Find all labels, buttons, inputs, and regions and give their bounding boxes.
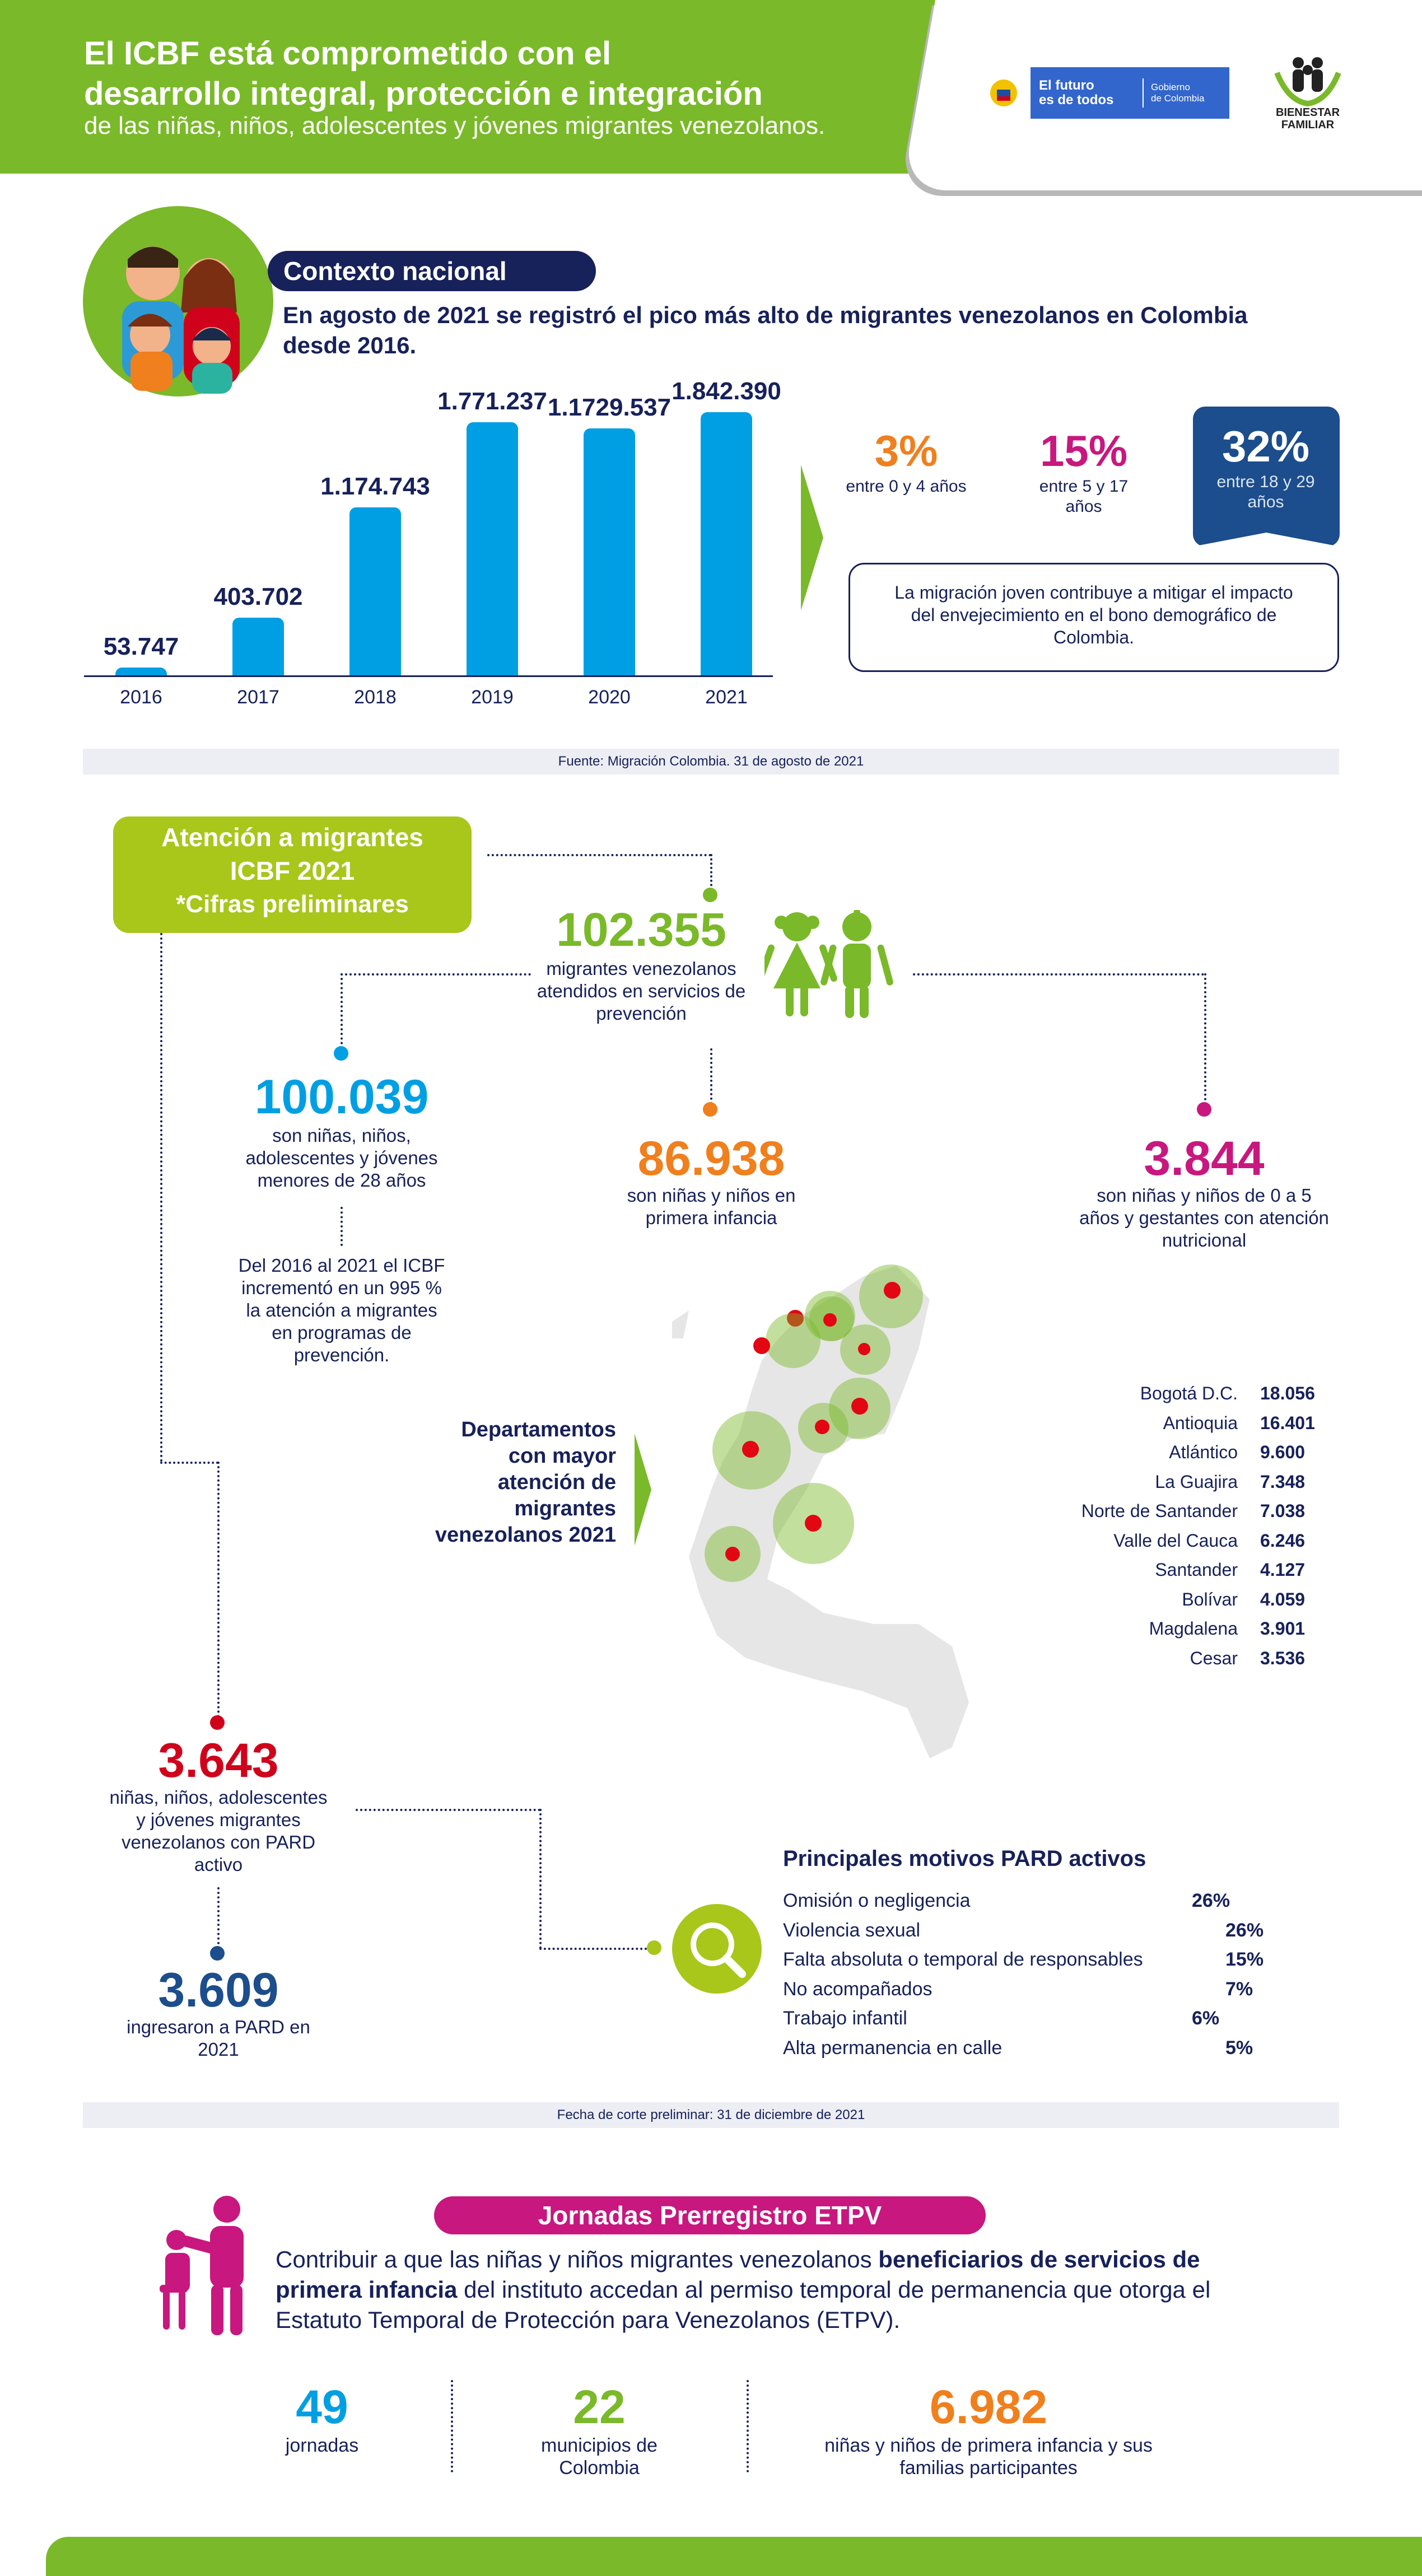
map-dot — [725, 1547, 740, 1561]
x-tick-label: 2019 — [471, 687, 514, 708]
department-name: Norte de Santander — [1081, 1501, 1238, 1521]
bar-value-label: 1.771.237 — [437, 388, 547, 415]
attention-title-box: Atención a migrantes ICBF 2021 *Cifras preliminares — [113, 816, 472, 933]
nnaj-label: son niñas, niños, adolescentes y jóvenes menores de 28 años — [245, 1125, 438, 1191]
divider — [451, 2380, 453, 2472]
source-note: Fuente: Migración Colombia. 31 de agosto de 2021 — [83, 749, 1339, 774]
connector — [160, 933, 162, 1462]
motive-value: 26% — [1192, 1890, 1230, 1911]
bar-value-label: 403.702 — [213, 583, 303, 610]
connector — [710, 1048, 712, 1104]
connector — [539, 1809, 542, 1949]
family-icon — [83, 206, 273, 396]
connector — [539, 1948, 651, 1950]
motive-value: 7% — [1225, 1978, 1253, 2000]
department-value: 9.600 — [1260, 1442, 1306, 1462]
etpv-stat-jornadas: 49 jornadas — [285, 2381, 359, 2456]
x-tick-label: 2018 — [354, 687, 397, 708]
early-childhood-label: son niñas y niños en primera infancia — [627, 1185, 796, 1228]
map-dot — [742, 1441, 759, 1458]
dot-lime — [647, 1940, 661, 1955]
children-icon — [764, 910, 893, 1022]
pard-active-value: 3.643 — [158, 1734, 279, 1788]
connector — [217, 1887, 220, 1949]
department-value: 7.348 — [1260, 1471, 1306, 1492]
x-tick-label: 2017 — [237, 687, 279, 708]
dot-green — [703, 888, 717, 902]
department-value: 16.401 — [1260, 1412, 1315, 1433]
department-value: 6.246 — [1260, 1530, 1306, 1551]
department-name: Magdalena — [1149, 1618, 1238, 1639]
arrow-right-icon — [635, 1434, 651, 1546]
total-value: 102.355 — [556, 903, 726, 956]
cutoff-note: Fecha de corte preliminar: 31 de diciembre de 2021 — [83, 2102, 1339, 2128]
bar-2021 — [701, 412, 752, 675]
map-dot — [753, 1337, 770, 1354]
context-label: Contexto nacional — [268, 251, 596, 291]
map-dot — [858, 1343, 870, 1355]
pard-new-label: ingresaron a PARD en 2021 — [127, 2017, 310, 2060]
department-name: Cesar — [1190, 1648, 1238, 1668]
icbf-logo: BIENESTAR FAMILIAR — [1266, 50, 1350, 134]
motive-value: 15% — [1225, 1949, 1264, 1970]
connector — [913, 973, 1204, 976]
bar-2017 — [232, 618, 284, 675]
bar-value-label: 1.1729.537 — [547, 394, 672, 421]
department-name: Valle del Cauca — [1113, 1530, 1238, 1551]
department-name: Santander — [1155, 1560, 1238, 1580]
nutrition-value: 3.844 — [1144, 1132, 1265, 1186]
department-name: Bogotá D.C. — [1140, 1383, 1238, 1403]
bar-value-label: 53.747 — [103, 633, 179, 660]
coat-of-arms-icon — [977, 67, 1031, 119]
early-childhood-value: 86.938 — [637, 1132, 785, 1186]
chart-baseline — [84, 675, 773, 677]
dot-navy — [210, 1946, 225, 1961]
bar-2018 — [349, 507, 401, 675]
connector — [341, 973, 531, 976]
dot-blue — [334, 1046, 348, 1061]
icbf-family-icon — [1266, 50, 1350, 106]
department-value: 7.038 — [1260, 1501, 1306, 1521]
etpv-stat-municipios: 22 municipios de Colombia — [541, 2381, 658, 2479]
department-value: 3.901 — [1260, 1618, 1306, 1639]
arrow-right-icon — [801, 465, 823, 610]
page-title: El ICBF está comprometido con el desarrollo integral, protección e integración — [84, 35, 763, 112]
department-value: 18.056 — [1260, 1383, 1315, 1403]
adult-child-icon — [143, 2192, 255, 2338]
context-intro: En agosto de 2021 se registró el pico más alto de migrantes venezolanos en Colombia desde 2016. — [283, 302, 1248, 358]
etpv-description: Contribuir a que las niñas y niños migrantes venezolanos beneficiarios de servicios de primera infancia del instituto accedan al permiso temporal de permanencia que otorga el Estatuto Temporal de Protección para Venezolanos (ETPV). — [276, 2246, 1211, 2333]
divider — [747, 2380, 749, 2472]
family-illustration — [83, 206, 273, 396]
motive-name: No acompañados — [783, 1978, 933, 2000]
map-dot — [851, 1398, 868, 1415]
x-tick-label: 2021 — [705, 687, 748, 708]
page-subtitle: de las niñas, niños, adolescentes y jóvenes migrantes venezolanos. — [84, 112, 826, 139]
bar-2019 — [467, 422, 518, 675]
connector — [217, 1462, 220, 1722]
motive-name: Omisión o negligencia — [783, 1890, 971, 1911]
nnaj-value: 100.039 — [254, 1070, 429, 1124]
motive-name: Falta absoluta o temporal de responsables — [783, 1949, 1143, 1970]
bar-value-label: 1.842.390 — [672, 377, 781, 405]
bar-2020 — [584, 428, 635, 675]
etpv-title: Jornadas Prerregistro ETPV — [434, 2196, 986, 2234]
connector — [710, 854, 712, 890]
etpv-stat-participants: 6.982 niñas y niños de primera infancia y sus familias participantes — [824, 2381, 1153, 2479]
connector — [1204, 973, 1206, 1105]
department-value: 4.059 — [1260, 1589, 1306, 1609]
motive-value: 26% — [1225, 1919, 1264, 1941]
motives-title: Principales motivos PARD activos — [783, 1846, 1146, 1871]
dot-magenta — [1197, 1102, 1211, 1117]
connector — [341, 973, 343, 1049]
total-label: migrantes venezolanos atendidos en servicios de prevención — [537, 958, 746, 1024]
connector — [160, 1462, 218, 1464]
magnifier-icon — [672, 1904, 762, 1994]
connector — [341, 1207, 343, 1246]
motive-name: Trabajo infantil — [783, 2008, 907, 2029]
map-dot — [815, 1420, 829, 1434]
bar-value-label: 1.174.743 — [320, 473, 430, 500]
migrants-bar-chart — [84, 370, 781, 717]
motive-value: 5% — [1225, 2037, 1253, 2059]
motive-name: Alta permanencia en calle — [783, 2037, 1003, 2059]
department-name: La Guajira — [1155, 1471, 1238, 1492]
gobierno-logo: El futuro es de todos Gobierno de Colombia — [977, 67, 1229, 119]
pard-active-label: niñas, niños, adolescentes y jóvenes migrantes venezolanos con PARD activo — [109, 1787, 328, 1875]
connector — [487, 854, 711, 856]
x-tick-label: 2020 — [588, 687, 631, 708]
age-0-4: 3% entre 0 y 4 años — [846, 426, 967, 496]
departments-title: Departamentos con mayor atención de migrantes venezolanos 2021 — [435, 1418, 616, 1547]
map-dot — [884, 1282, 901, 1299]
department-name: Bolívar — [1182, 1589, 1238, 1609]
bar-2016 — [115, 668, 167, 675]
footer-bar — [46, 2537, 1422, 2576]
age-18-29: 32% entre 18 y 29 años — [1216, 422, 1315, 511]
migration-note: La migración joven contribuye a mitigar el impacto del envejecimiento en el bono demográfico de Colombia. — [848, 563, 1339, 672]
map-dot — [805, 1515, 822, 1532]
departments-list — [1031, 1383, 1344, 1674]
motive-name: Violencia sexual — [783, 1919, 921, 1941]
department-name: Atlántico — [1169, 1442, 1238, 1462]
search-badge — [672, 1904, 762, 1994]
department-value: 3.536 — [1260, 1648, 1306, 1668]
growth-note: Del 2016 al 2021 el ICBF incrementó en un 995 % la atención a migrantes en programas de prevención. — [238, 1255, 445, 1365]
connector — [356, 1809, 540, 1811]
dot-red — [210, 1715, 225, 1730]
nutrition-label: son niñas y niños de 0 a 5 años y gestantes con atención nutricional — [1079, 1185, 1329, 1250]
department-value: 4.127 — [1260, 1560, 1306, 1580]
dot-orange — [703, 1102, 717, 1117]
department-name: Antioquia — [1163, 1412, 1238, 1433]
motives-list — [783, 1890, 1343, 2075]
age-5-17: 15% entre 5 y 17 años — [1039, 426, 1129, 516]
map-dot — [823, 1313, 837, 1327]
pard-new-value: 3.609 — [158, 1963, 279, 2017]
x-tick-label: 2016 — [120, 687, 162, 708]
motive-value: 6% — [1192, 2008, 1220, 2029]
